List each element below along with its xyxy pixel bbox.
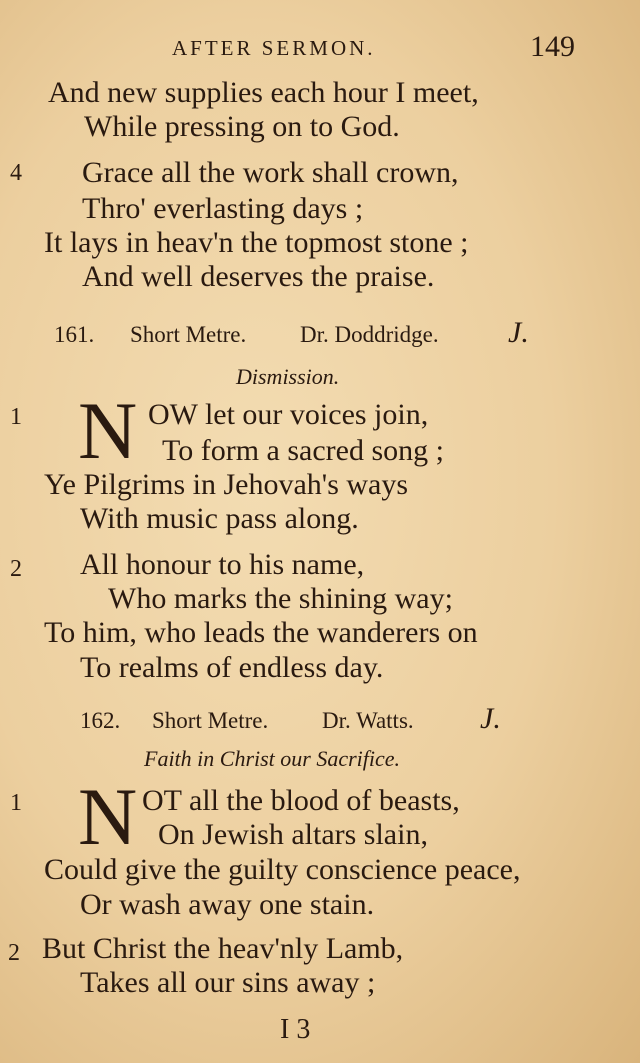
verse-line: Who marks the shining way; bbox=[108, 582, 453, 615]
verse-line: Ye Pilgrims in Jehovah's ways bbox=[44, 468, 409, 501]
hymn-initial: J. bbox=[508, 316, 529, 349]
verse-line: To form a sacred song ; bbox=[162, 434, 444, 467]
verse-line: Could give the guilty conscience peace, bbox=[44, 853, 521, 886]
hymn-meter: Short Metre. bbox=[152, 708, 269, 733]
hymn-title: Dismission. bbox=[236, 364, 340, 389]
verse-line: Or wash away one stain. bbox=[80, 888, 375, 921]
verse-line: To realms of endless day. bbox=[80, 651, 384, 684]
verse-line: Grace all the work shall crown, bbox=[82, 156, 459, 189]
verse-line: OT all the blood of beasts, bbox=[142, 784, 460, 817]
verse-line: On Jewish altars slain, bbox=[158, 818, 428, 851]
drop-capital: N bbox=[78, 771, 138, 862]
hymn-title: Faith in Christ our Sacrifice. bbox=[144, 746, 401, 771]
signature-mark: I 3 bbox=[280, 1014, 311, 1045]
verse-line: And new supplies each hour I meet, bbox=[48, 76, 479, 109]
running-header: AFTER SERMON. bbox=[172, 36, 376, 60]
stanza-number: 2 bbox=[10, 556, 22, 582]
verse-line: OW let our voices join, bbox=[148, 398, 429, 431]
hymn-initial: J. bbox=[480, 702, 501, 735]
stanza-number: 1 bbox=[10, 790, 22, 816]
page-number: 149 bbox=[530, 30, 575, 63]
verse-line: Thro' everlasting days ; bbox=[82, 192, 364, 225]
hymn-number: 161. bbox=[54, 322, 95, 347]
verse-line: Takes all our sins away ; bbox=[80, 966, 376, 999]
stanza-number: 2 bbox=[8, 940, 20, 966]
verse-line: But Christ the heav'nly Lamb, bbox=[42, 932, 404, 965]
verse-line: It lays in heav'n the topmost stone ; bbox=[44, 226, 469, 259]
stanza-number: 4 bbox=[10, 160, 22, 186]
drop-capital: N bbox=[78, 385, 138, 476]
hymn-meter: Short Metre. bbox=[130, 322, 247, 347]
verse-line: With music pass along. bbox=[80, 502, 359, 535]
hymn-author: Dr. Doddridge. bbox=[300, 322, 439, 347]
verse-line: To him, who leads the wanderers on bbox=[44, 616, 478, 649]
verse-line: All honour to his name, bbox=[80, 548, 365, 581]
hymn-author: Dr. Watts. bbox=[322, 708, 414, 733]
stanza-number: 1 bbox=[10, 404, 22, 430]
verse-line: While pressing on to God. bbox=[84, 110, 400, 143]
hymn-number: 162. bbox=[80, 708, 121, 733]
verse-line: And well deserves the praise. bbox=[82, 260, 435, 293]
